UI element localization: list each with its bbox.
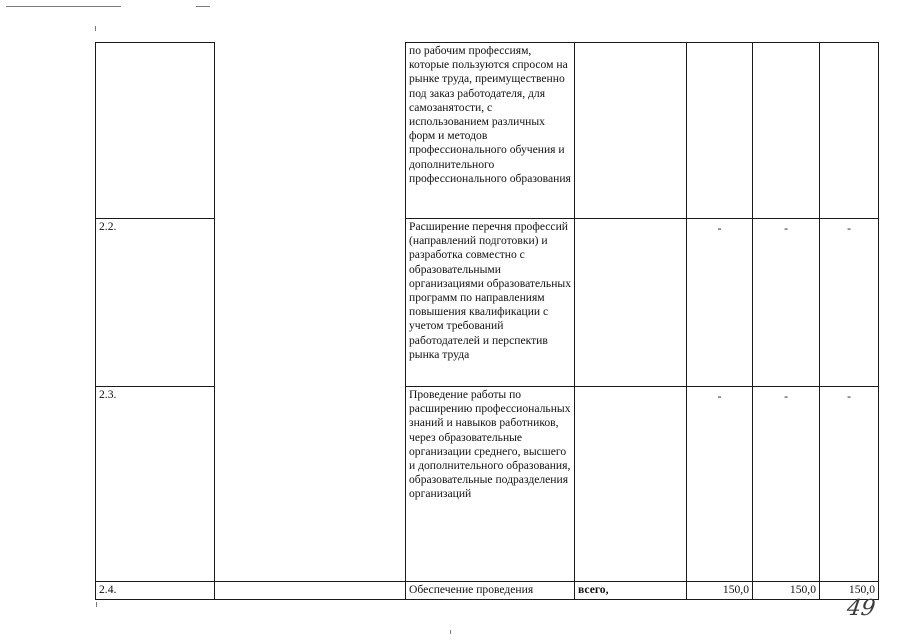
measure-description: Проведение работы по расширению профессиональных знаний и навыков работников, через образовательные организации среднего, высшего и дополнительного образования, образовательные подразделения организаций [406, 387, 575, 582]
row-number-cell: 2.2. [96, 219, 215, 387]
value-cell-2 [753, 387, 820, 582]
value-cell-3 [820, 387, 879, 582]
value-cell-3 [820, 219, 879, 387]
value-cell-2: 150,0 [753, 582, 820, 600]
value-cell-1 [687, 219, 753, 387]
table-row-2-3 [96, 387, 879, 582]
scan-mark-tick-3 [450, 630, 451, 634]
value-cell-1 [687, 387, 753, 582]
measure-description: Обеспечение проведения [406, 582, 575, 600]
value-cell-2 [753, 43, 820, 219]
table-row-2-2 [96, 219, 879, 387]
dash-value: - [847, 222, 851, 235]
funding-source-cell [575, 387, 687, 582]
table-row-continuation [96, 43, 879, 219]
value-cell-1: 150,0 [687, 582, 753, 600]
value-cell-2 [753, 219, 820, 387]
scan-mark-tick-2 [96, 602, 97, 607]
executor-cell [215, 582, 406, 600]
row-number-cell: 2.4. [96, 582, 215, 600]
dash-value: - [717, 390, 722, 403]
program-measures-table [95, 42, 879, 600]
value-cell-1 [687, 43, 753, 219]
dash-value: - [717, 222, 722, 235]
scan-mark-line-1 [6, 6, 121, 7]
measure-description: Расширение перечня профессий (направлений подготовки) и разработка совместно с образовательными организациями образовательных программ по направлениям повышения квалификации с учетом требований работодателей и перспектив рынка труда [406, 219, 575, 387]
scan-mark-tick-1 [95, 26, 96, 31]
funding-source-cell: всего, [575, 582, 687, 600]
funding-source-cell [575, 43, 687, 219]
handwritten-page-number: 49 [845, 596, 877, 621]
executor-cell [215, 219, 406, 387]
row-number-cell: 2.3. [96, 387, 215, 582]
value-cell-3 [820, 43, 879, 219]
value-cell-3: 150,0 [820, 582, 879, 600]
measure-description: по рабочим профессиям, которые пользуются спросом на рынке труда, преимущественно под заказ работодателя, для самозанятости, с использованием различных форм и методов профессионального обучения и дополнительного профессионального образования [406, 43, 575, 219]
table-row-2-4 [96, 582, 879, 600]
dash-value: - [784, 222, 788, 235]
dash-value: - [784, 390, 788, 403]
scan-mark-line-2 [196, 6, 210, 7]
dash-value: - [847, 390, 851, 403]
executor-cell [215, 43, 406, 219]
funding-source-cell [575, 219, 687, 387]
executor-cell [215, 387, 406, 582]
row-number-cell [96, 43, 215, 219]
